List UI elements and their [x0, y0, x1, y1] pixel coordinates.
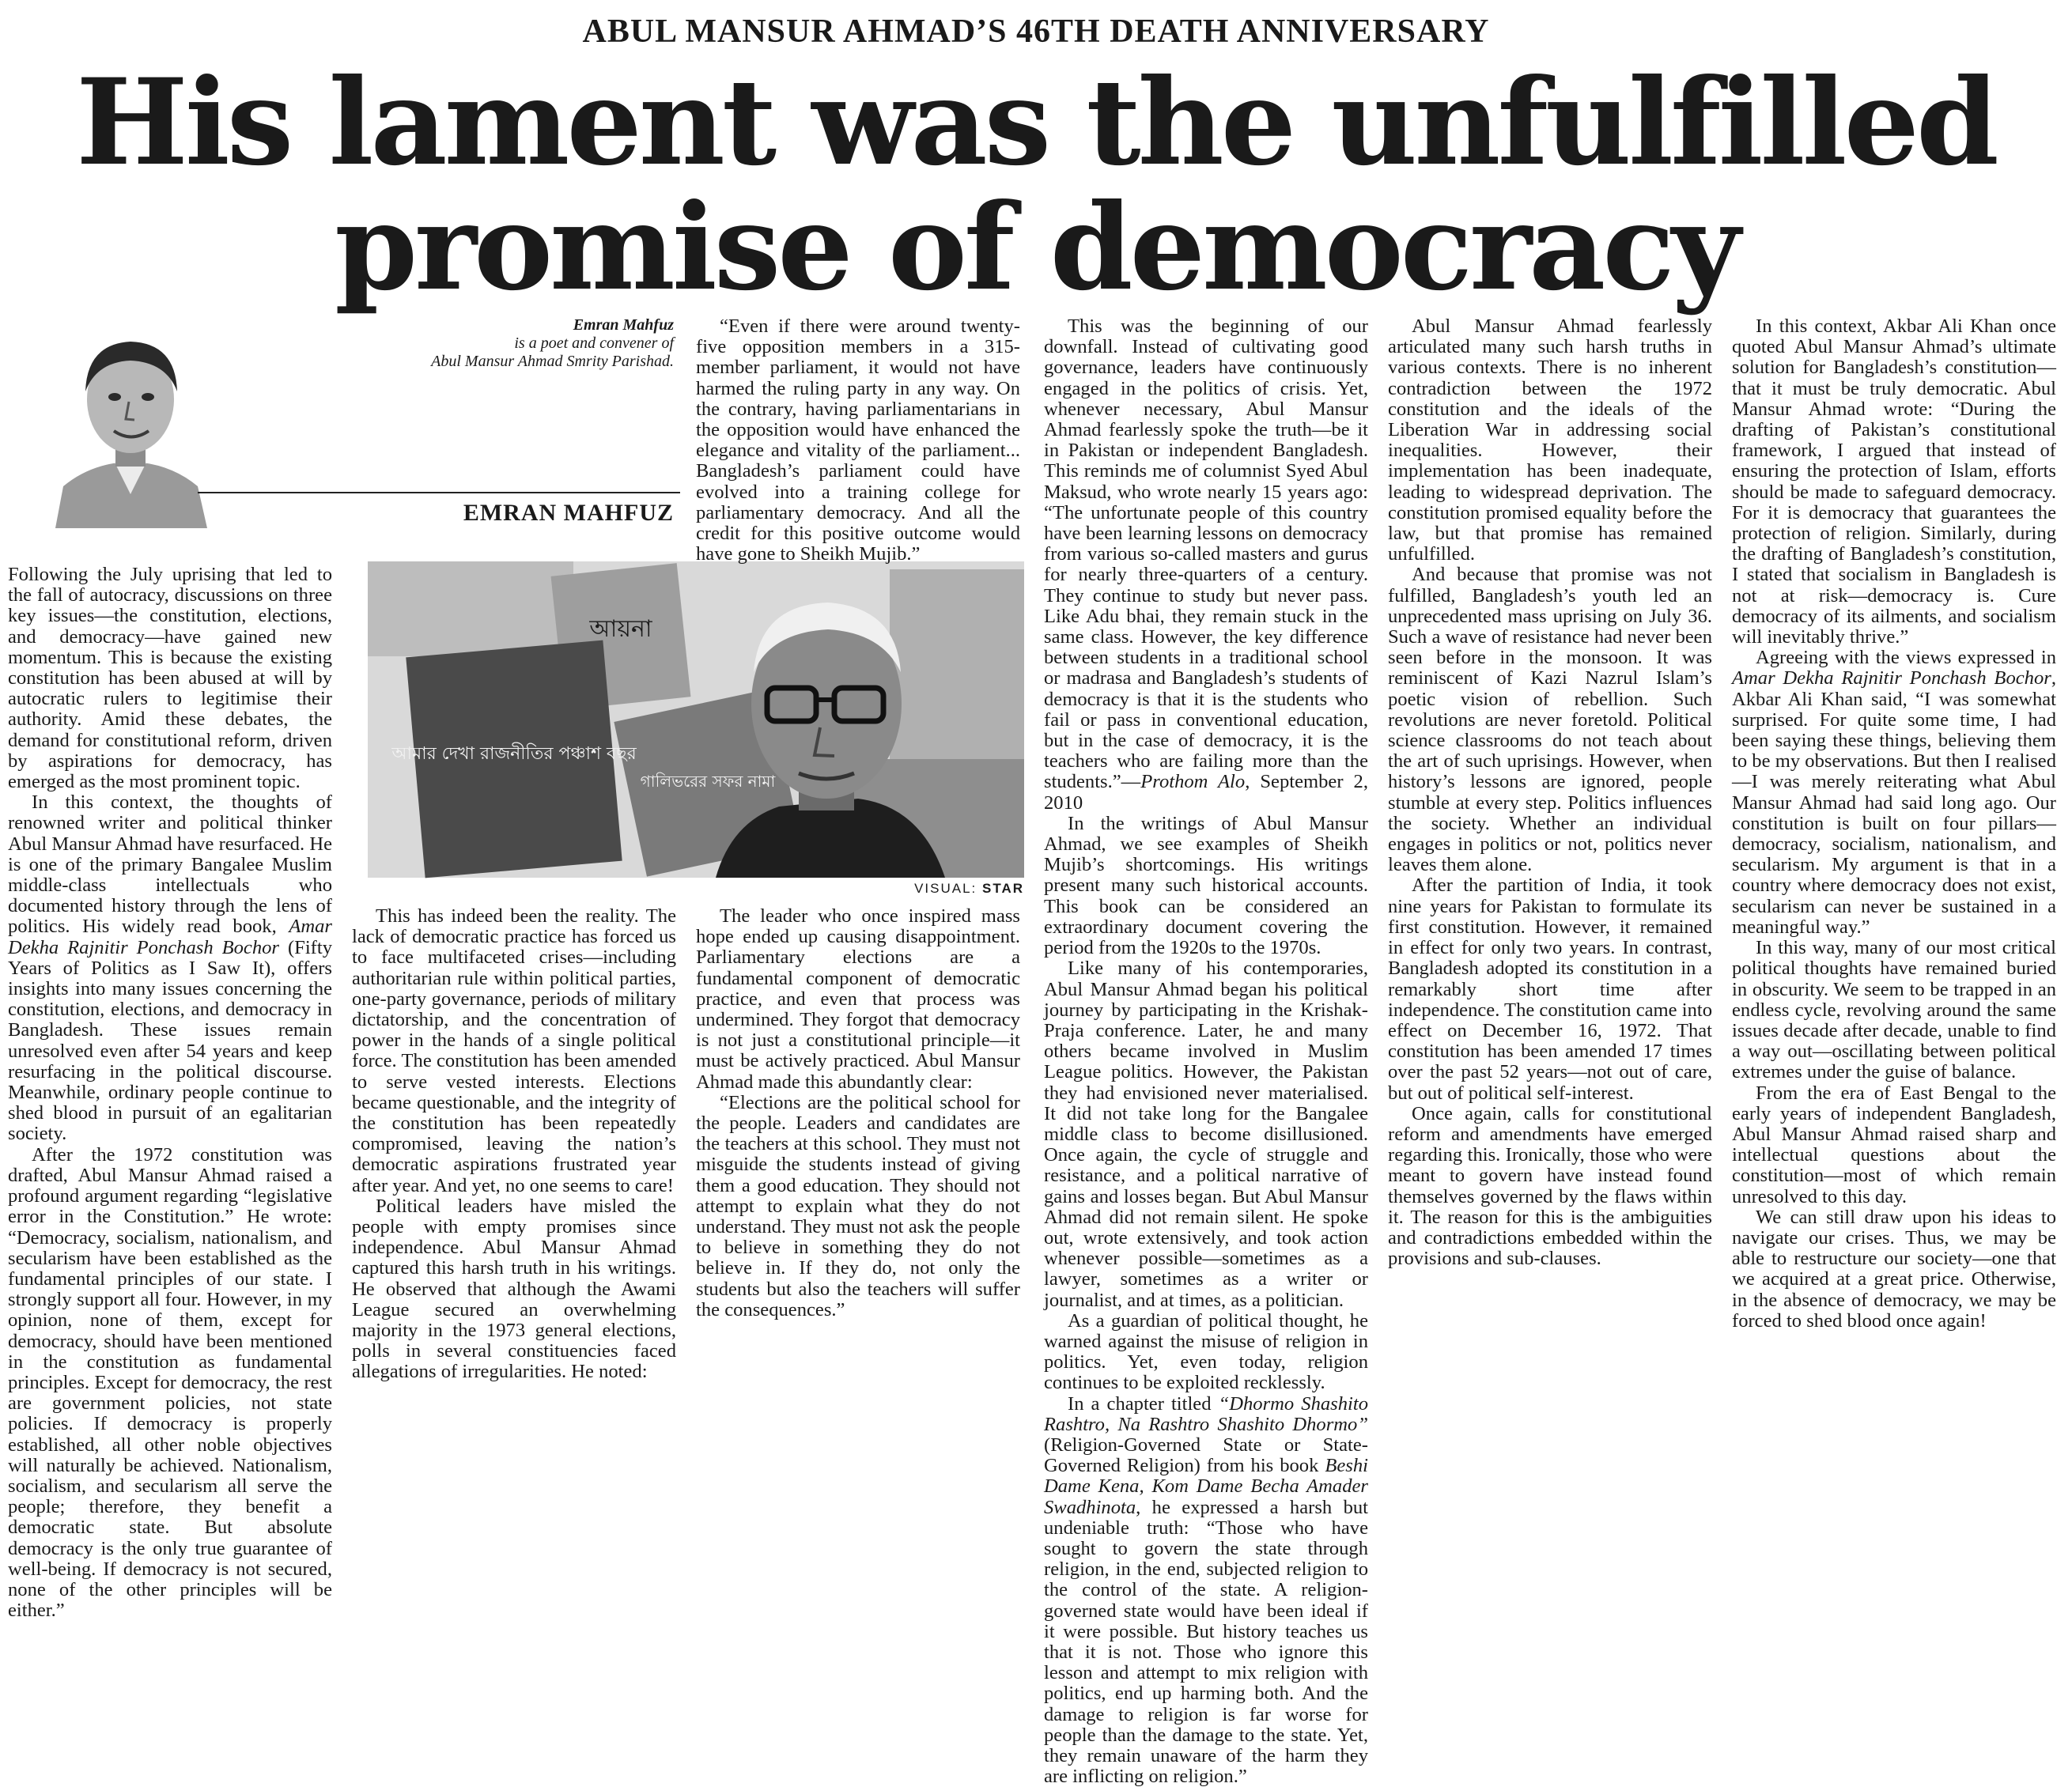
article-paragraph: Following the July uprising that led to the fall of autocracy, discussions on three key issues—the constitution, elections, and democracy—have gained new momentum. This is because the existing constitution has been abused at will by autocratic rulers to legitimise their authority. Amid these debates, the demand for constitutional reform, driven by aspirations for democracy, has emerged as the most prominent topic.: [8, 564, 332, 793]
article-paragraph: We can still draw upon his ideas to navigate our crises. Thus, we may be able to restructure our society—one that we acquired at a great price. Otherwise, in the absence of democracy, we may be forced to shed blood once again!: [1732, 1206, 2056, 1332]
visual-credit-prefix: VISUAL:: [914, 881, 982, 896]
article-paragraph: After the 1972 constitution was drafted, Abul Mansur Ahmad raised a profound argument regarding “legislative error in the Constitution.” He wrote: “Democracy, socialism, nationalism, and secularism have been established as the fundamental principles of our state. I strongly support all four. However, in my opinion, none of them, except for democracy, should have been mentioned in the constitution as fundamental principles. Except for democracy, the rest are government policies, not state policies. If democracy is properly established, all other noble objectives will naturally be achieved. Nationalism, socialism, and secularism all serve the people; therefore, they benefit a democratic state. But absolute democracy is the only true guarantee of well-being. If democracy is not secured, none of the other principles will be either.”: [8, 1143, 332, 1622]
article-paragraph: From the era of East Bengal to the early years of independent Bangladesh, Abul Mansur Ahmad raised sharp and intellectual questions about the constitution—most of which remain unresolved to this day.: [1732, 1082, 2056, 1207]
book-title-amar-dekha: Amar Dekha Rajnitir Ponchash Bochor: [8, 916, 332, 958]
article-column-5: [1388, 316, 1712, 1608]
article-quote: “Even if there were around twenty-five opposition members in a 315-member parliament, it would not have harmed the ruling party in any way. On the contrary, having parliamentarians in the opposition would have enhanced the elegance and vitality of the parliament... Bangladesh’s parliament could have evolved into a training college for parliamentary democracy. And all the credit for this positive outcome would have gone to Sheikh Mujib.”: [696, 315, 1020, 565]
article-column-2: [352, 906, 676, 1608]
article-paragraph: In this way, many of our most critical political thoughts have remained buried in obscurity. We seem to be trapped in an endless cycle, revolving around the same issues decade after decade, unable to find a way out—oscillating between political extremes under the guise of balance.: [1732, 937, 2056, 1083]
author-bio-line-1: is a poet and convener of: [514, 334, 674, 352]
author-bio: [278, 316, 674, 371]
article-column-1: [8, 564, 333, 1622]
article-paragraph: As a guardian of political thought, he warned against the misuse of religion in politics. Yet, even today, religion continues to be exploited recklessly.: [1044, 1309, 1368, 1394]
book-title-3: গালিভরের সফর নামা: [640, 772, 776, 791]
article-column-4: [1044, 315, 1369, 1787]
book-title-1: আমার দেখা রাজনীতির পঞ্চাশ বছর: [391, 744, 637, 764]
author-photo: [40, 316, 221, 528]
article-paragraph: This was the beginning of our downfall. Instead of cultivating good governance, leaders have continuously engaged in the politics of crisis. Yet, whenever necessary, Abul Mansur Ahmad fearlessly spoke the truth—be it in Pakistan or independent Bangladesh. This reminds me of columnist Syed Abul Maksud, who wrote nearly 15 years ago: “The unfortunate people of this country have been learning lessons on democracy from various so-called masters and gurus for nearly three-quarters of a century. They continue to study but never pass. Like Adu bhai, they remain stuck in the same class. However, the key difference between students in a traditional school or madrasa and Bangladesh’s students of democracy is that it is the students who fail or pass in conventional education, but in the case of democracy, it is the teachers who are failing more than the students.”—Prothom Alo, September 2, 2010: [1044, 315, 1368, 814]
author-byline: EMRAN MAHFUZ: [463, 500, 674, 526]
book-title-amar-dekha: Amar Dekha Rajnitir Ponchash Bochor: [1732, 667, 2051, 689]
article-paragraph: After the partition of India, it took nine years for Pakistan to formulate its first constitution. However, it remained in effect for only two years. In contrast, Bangladesh adopted its constitution in a remarkably short time after independence. The constitution came into effect on December 16, 1972. That constitution has been amended 17 times over the past 52 years—not out of care, but out of political self-interest.: [1388, 875, 1712, 1104]
article-paragraph: In the writings of Abul Mansur Ahmad, we see examples of Sheikh Mujib’s shortcomings. His writings present many such historical accounts. This book can be considered an extraordinary document covering the period from the 1920s to the 1970s.: [1044, 812, 1368, 959]
author-divider: [198, 492, 680, 493]
book-title-beshi-dame: Beshi Dame Kena, Kom Dame Becha Amader Swadhinota: [1044, 1455, 1368, 1518]
article-paragraph: Once again, calls for constitutional reform and amendments have emerged regarding this. Ironically, those who were meant to govern have instead found themselves governed by the flaws within it. The reason for this is the ambiguities and contradictions embedded within the provisions and sub-clauses.: [1388, 1102, 1712, 1270]
author-box: [24, 316, 680, 531]
article-paragraph: In this context, the thoughts of renowned writer and political thinker Abul Mansur Ahmad have resurfaced. He is one of the primary Bangalee Muslim middle-class intellectuals who documented history through the lens of politics. His widely read book, Amar Dekha Rajnitir Ponchash Bochor (Fifty Years of Politics as I Saw It), offers insights into many issues concerning the constitution, elections, and democracy in Bangladesh. These issues remain unresolved even after 54 years and keep resurfacing in the political discourse. Meanwhile, ordinary people continue to shed blood in pursuit of an egalitarian society.: [8, 791, 333, 1145]
kicker: ABUL MANSUR AHMAD’S 46TH DEATH ANNIVERSARY: [582, 13, 1490, 50]
headline-line-1: His lament was the unfulfilled: [76, 53, 1996, 192]
author-bio-line-2: Abul Mansur Ahmad Smrity Parishad.: [431, 353, 674, 370]
source-prothom-alo: Prothom Alo: [1140, 771, 1246, 793]
headline-line-2: promise of democracy: [335, 178, 1737, 317]
headline: [0, 53, 2072, 317]
visual-credit: [815, 881, 1024, 897]
article-paragraph: And because that promise was not fulfilled, Bangladesh’s youth led an unprecedented mass uprising on July 36. Such a wave of resistance had never been seen before in the monsoon. It was reminiscent of Kazi Nazrul Islam’s poetic vision of rebellion. Such revolutions are never foretold. Political science classrooms do not teach about the art of such uprisings. However, when history’s lessons are ignored, people stumble at every step. Politics influences the society. Whether an individual engages in politics or not, politics never leaves them alone.: [1388, 564, 1712, 876]
article-paragraph: The leader who once inspired mass hope ended up causing disappointment. Parliamentary elections are a fundamental component of democratic practice, and even that process was undermined. They forgot that democracy is not just a constitutional principle—it must be actively practiced. Abul Mansur Ahmad made this abundantly clear:: [696, 905, 1020, 1093]
article-quote: “Elections are the political school for the people. Leaders and candidates are the teachers at this school. They must not misguide the students instead of giving them a good education. They should not attempt to explain what they do not understand. They must not ask the people to believe in something they do not believe in. If they do, not only the students but also the teachers will suffer the consequences.”: [696, 1091, 1020, 1320]
article-paragraph: In a chapter titled “Dhormo Shashito Rashtro, Na Rashtro Shashito Dhormo” (Religion-Governed State or State-Governed Religion) from his book Beshi Dame Kena, Kom Dame Becha Amader Swadhinota, he expressed a harsh but undeniable truth: “Those who have sought to govern the state through religion, in the end, subjected religion to the control of the state. A religion-governed state would have been ideal if it were possible. But history teaches us that it is not. Those who ignore this lesson and attempt to mix religion with politics, end up harming both. And the damage to religion is far worse for people than the damage to the state. Yet, they remain unaware of the harm they are inflicting on religion.”: [1044, 1392, 1369, 1787]
article-paragraph: This has indeed been the reality. The lack of democratic practice has forced us to face multifaceted crises—including authoritarian rule within political parties, one-party governance, periods of military dictatorship, and the concentration of power in the hands of a single political force. The constitution has been amended to serve vested interests. Elections became questionable, and the integrity of the constitution has been repeatedly compromised, leaving the nation’s democratic aspirations frustrated year after year. And yet, no one seems to care!: [352, 905, 676, 1196]
chapter-title: “Dhormo Shashito Rashtro, Na Rashtro Shashito Dhormo”: [1044, 1392, 1369, 1435]
article-paragraph: In this context, Akbar Ali Khan once quoted Abul Mansur Ahmad’s ultimate solution for Bangladesh’s constitution—that it must be truly democratic. Abul Mansur Ahmad wrote: “During the drafting of Pakistan’s constitutional framework, I argued that instead of ensuring the protection of Islam, efforts should be made to safeguard democracy. For it is democracy that guarantees the protection of religion. Similarly, during the drafting of Bangladesh’s constitution, I stated that socialism in Bangladesh is not at risk—democracy is. Cure democracy of its ailments, and socialism will inevitably thrive.”: [1732, 315, 2056, 648]
author-name: Emran Mahfuz: [573, 316, 674, 334]
article-visual: [368, 561, 1024, 878]
article-paragraph: Abul Mansur Ahmad fearlessly articulated many such harsh truths in various contexts. There is no inherent contradiction between the 1972 constitution and the ideals of the Liberation War in addressing social inequalities. However, their implementation has been inadequate, leading to widespread deprivation. The constitution promised equality before the law, but that promise has remained unfulfilled.: [1388, 315, 1712, 565]
visual-credit-source: STAR: [981, 881, 1024, 896]
article-column-6: [1732, 316, 2056, 1608]
article-column-3-top: [696, 315, 1020, 565]
article-paragraph: Agreeing with the views expressed in Amar Dekha Rajnitir Ponchash Bochor, Akbar Ali Khan said, “I was somewhat surprised. For quite some time, I had been saying these things, believing them to be my observations. But then I realised—I was merely reiterating what Abul Mansur Ahmad had said long ago. Our constitution is built on four pillars—democracy, socialism, nationalism, and secularism. My argument is that in a country where democracy does not exist, secularism can never be sustained in a meaningful way.”: [1732, 647, 2056, 938]
article-paragraph: Political leaders have misled the people with empty promises since independence. Abul Mansur Ahmad captured this harsh truth in his writings. He observed that although the Awami League secured an overwhelming majority in the 1973 general elections, polls in several constituencies faced allegations of irregularities. He noted:: [352, 1195, 676, 1383]
article-paragraph: Like many of his contemporaries, Abul Mansur Ahmad began his political journey by participating in the Krishak-Praja conference. Later, he and many others became involved in Muslim League politics. However, the Pakistan they had envisioned never materialised. It did not take long for the Bangalee middle class to become disillusioned. Once again, the cycle of struggle and resistance, and a political narrative of gains and losses began. But Abul Mansur Ahmad did not remain silent. He spoke out, wrote extensively, and took action whenever possible—sometimes as a lawyer, sometimes as a writer or journalist, and at times, as a politician.: [1044, 958, 1368, 1311]
book-title-2: আয়না: [589, 615, 652, 643]
article-column-3-bottom: [696, 906, 1020, 1608]
